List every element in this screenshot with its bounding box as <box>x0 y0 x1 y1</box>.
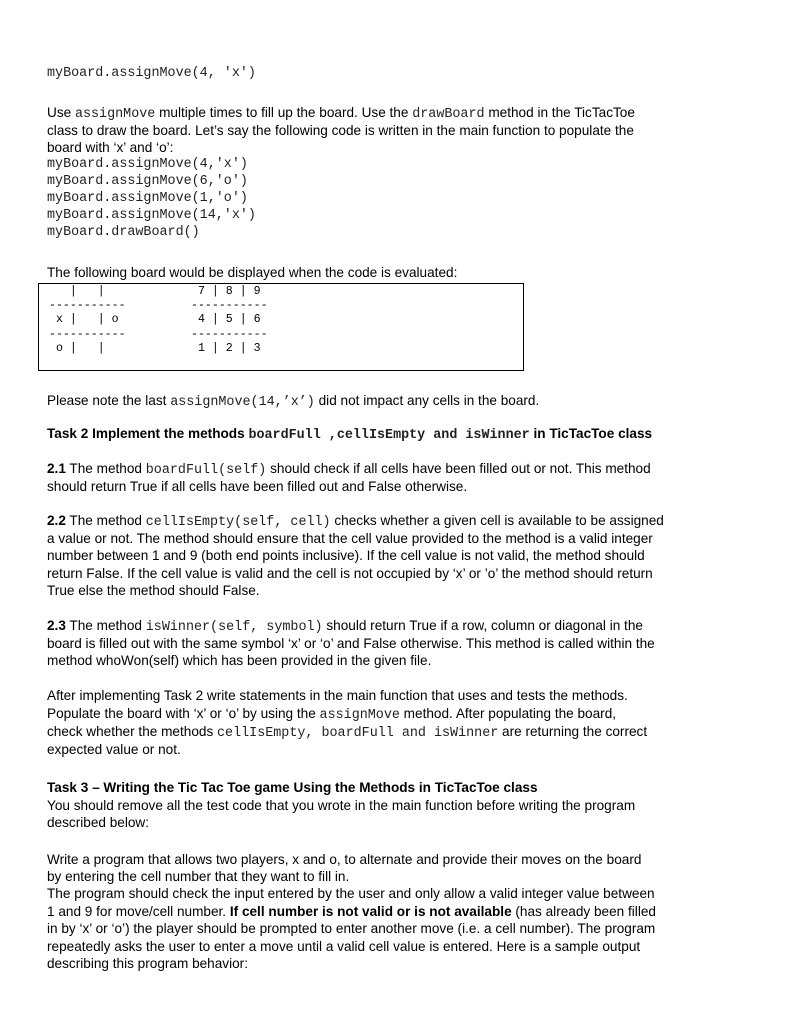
code-line-4: myBoard.assignMove(14,'x') <box>47 208 256 223</box>
s23-line1: 2.3 The method isWinner(self, symbol) should return True if a row, column or diagonal in the <box>47 618 643 635</box>
s23-line2: board is filled out with the same symbol ‘x’ or ‘o’ and False otherwise. This method is called within the <box>47 636 655 651</box>
s21-line2: should return True if all cells have been filled out and False otherwise. <box>47 479 468 494</box>
para1-line3: board with ‘x’ and ‘o’: <box>47 140 174 155</box>
final-line2: by entering the cell number that they want to fill in. <box>47 869 350 884</box>
s22-line4: return False. If the cell value is valid and the cell is not occupied by ‘x’ or ’o’ the method should return <box>47 566 653 581</box>
s23-line3: method whoWon(self) which has been provided in the given file. <box>47 653 432 668</box>
para1-line2: class to draw the board. Let’s say the following code is written in the main function to populate the <box>47 123 634 138</box>
code-line-5: myBoard.drawBoard() <box>47 225 200 240</box>
s21-line1: 2.1 The method boardFull(self) should check if all cells have been filled out or not. This method <box>47 461 651 478</box>
task3-heading: Task 3 – Writing the Tic Tac Toe game Using the Methods in TicTacToe class <box>47 780 538 795</box>
final-line4: 1 and 9 for move/cell number. If cell number is not valid or is not available (has already been filled <box>47 904 656 919</box>
task2-heading: Task 2 Implement the methods boardFull ,cellIsEmpty and isWinner in TicTacToe class <box>47 426 653 443</box>
final-line7: describing this program behavior: <box>47 956 248 971</box>
board-state: | | ----------- x | | o ----------- o | | <box>49 285 126 355</box>
s22-line1: 2.2 The method cellIsEmpty(self, cell) checks whether a given cell is available to be assigned <box>47 513 664 530</box>
s22-line2: a value or not. The method should ensure that the cell value provided to the method is a valid integer <box>47 531 653 546</box>
code-line-2: myBoard.assignMove(6,'o') <box>47 174 248 189</box>
task3-line2: described below: <box>47 815 150 830</box>
code-line-3: myBoard.assignMove(1,'o') <box>47 191 248 206</box>
s22-line3: number between 1 and 9 (both end points inclusive). If the cell value is not valid, the method should <box>47 548 645 563</box>
after-line3: check whether the methods cellIsEmpty, boardFull and isWinner are returning the correct <box>47 724 648 741</box>
s22-line5: True else the method should False. <box>47 583 260 598</box>
final-line3: The program should check the input entered by the user and only allow a valid integer value between <box>47 886 655 901</box>
after-line4: expected value or not. <box>47 742 181 757</box>
intro-code: myBoard.assignMove(4, 'x') <box>47 66 256 81</box>
final-line6: repeatedly asks the user to enter a move until a valid cell value is entered. Here is a sample output <box>47 939 641 954</box>
after-line1: After implementing Task 2 write statements in the main function that uses and tests the methods. <box>47 688 628 703</box>
final-line1: Write a program that allows two players, x and o, to alternate and provide their moves on the board <box>47 852 642 867</box>
task3-line1: You should remove all the test code that you wrote in the main function before writing the program <box>47 798 636 813</box>
note-line: Please note the last assignMove(14,’x’) did not impact any cells in the board. <box>47 393 540 410</box>
para1-line1: Use assignMove multiple times to fill up the board. Use the drawBoard method in the TicTacToe <box>47 105 635 122</box>
code-line-1: myBoard.assignMove(4,'x') <box>47 157 248 172</box>
after-line2: Populate the board with ‘x’ or ‘o’ by using the assignMove method. After populating the board, <box>47 706 617 723</box>
board-cell-numbers: 7 | 8 | 9 ----------- 4 | 5 | 6 ----------- 1 | 2 | 3 <box>191 285 268 355</box>
board-output-box <box>38 283 524 371</box>
board-caption: The following board would be displayed when the code is evaluated: <box>47 265 458 280</box>
final-line5: in by ‘x’ or ‘o’) the player should be prompted to enter another move (i.e. a cell number). The program <box>47 921 656 936</box>
